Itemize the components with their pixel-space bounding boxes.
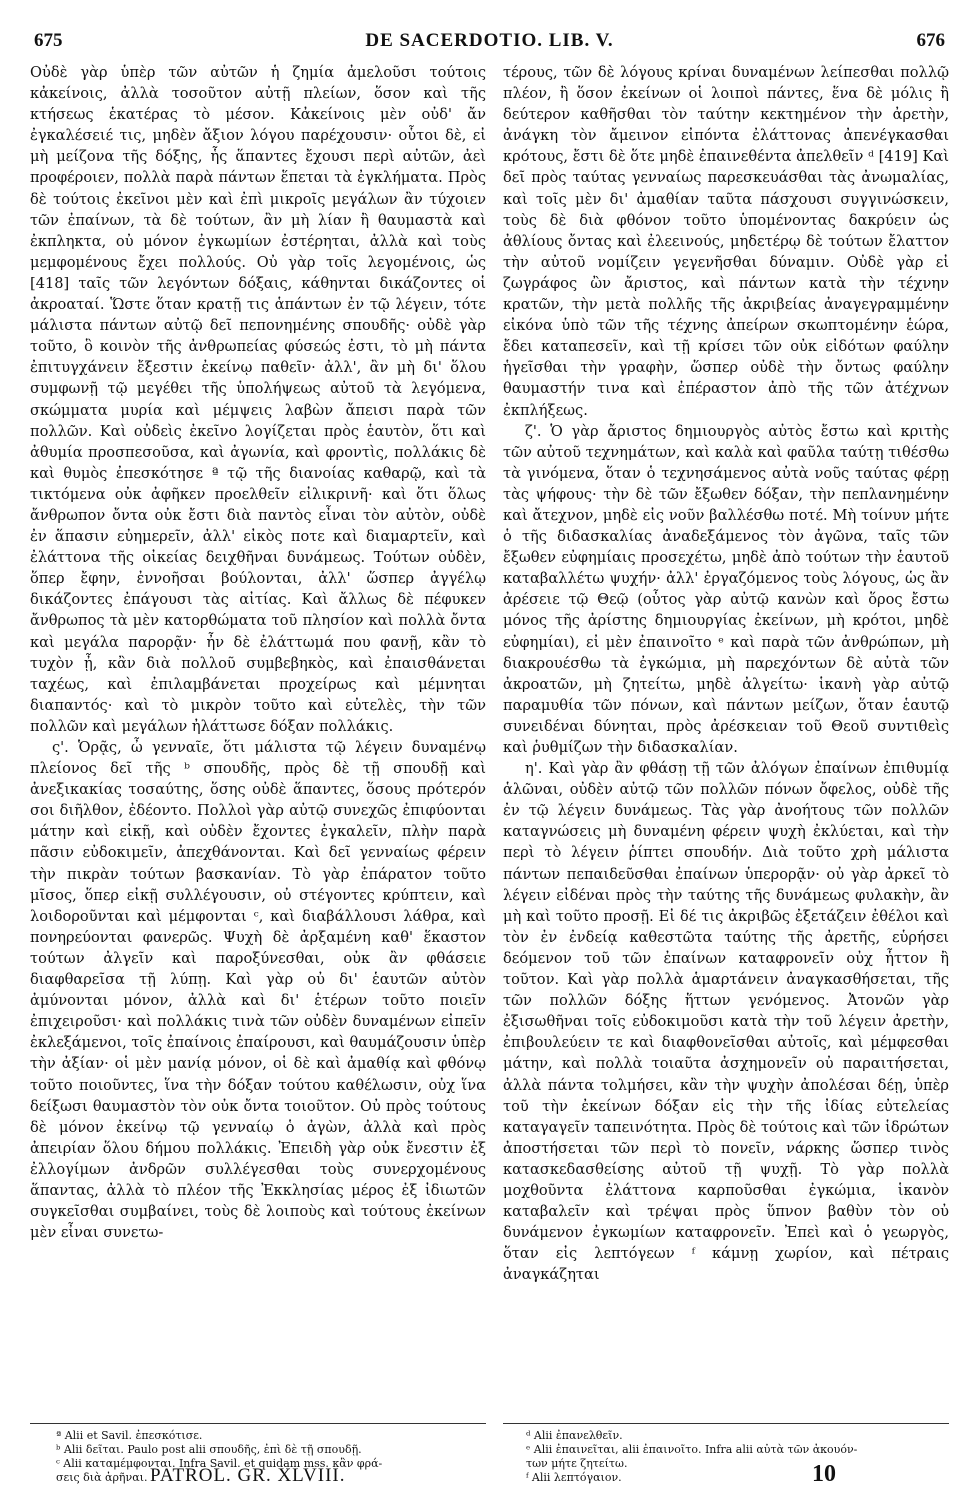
- footnote: σεις διὰ ἀρῆναι.: [56, 1471, 148, 1484]
- footnote: ᵇ Alii δεῖται. Paulo post alii σπουδῆς, ἐπὶ δὲ τῇ σπουδῇ.: [56, 1443, 362, 1456]
- left-column: [30, 62, 486, 1243]
- left-paragraph-1: Οὐδὲ γὰρ ὑπὲρ τῶν αὐτῶν ἡ ζημία ἀμελοῦσι τούτοις κἀκείνοις, ἀλλὰ τοσοῦτον αὐτῇ πλείων, ὅσον καὶ τῆς κτήσεως ἑκατέρας τὸ μέσον. Κἀκείνοις μὲν οὐδ' ἄν ἐγκαλέσειέ τις, μηδὲν ἄξιον λόγου παρέχουσιν· οὗτοι δὲ, εἰ μὴ μείζονα τῆς δόξης, ἧς ἅπαντες ἔχουσι περὶ αὐτῶν, ἀεὶ προφέροιεν, πολλὰ παρὰ πάντων ἕπεται τὰ ἐγκλήματα. Πρὸς δὲ τούτοις ἐκεῖνοι μὲν καὶ ἐπὶ μικροῖς μεγάλων ἂν τύχοιεν τῶν ἐπαίνων, τὰ δὲ τούτων, ἂν μὴ λίαν ἢ θαυμαστὰ καὶ ἐκπληκτα, οὐ μόνον ἐγκωμίων ἐστέρηται, ἀλλὰ καὶ τοὺς μεμφομένους ἔχει πολλούς. Οὐ γὰρ τοῖς λεγομένοις, ὡς [418] ταῖς τῶν λεγόντων δόξαις, κάθηνται δικάζοντες οἱ ἀκροαταί. Ὥστε ὅταν κρατῇ τις ἁπάντων ἐν τῷ λέγειν, τότε μάλιστα πάντων αὐτῷ δεῖ πεπονημένης σπουδῆς· οὐδὲ γὰρ τοῦτο, ὃ κοινὸν τῆς ἀνθρωπείας φύσεώς ἐστι, τὸ μὴ πάντα ἐπιτυγχάνειν ἔξεστιν ἐκείνῳ παθεῖν· ἀλλ', ἂν μὴ δι' ὅλου συμφωνῇ τῷ μεγέθει τῆς ὑπολήψεως αὐτοῦ τὰ λεγόμενα, σκώμματα μυρία καὶ μέμψεις λαβὼν ἄπεισι παρὰ τῶν πολλῶν. Καὶ οὐδεὶς ἐκεῖνο λογίζεται πρὸς ἑαυτὸν, ὅτι καὶ ἀθυμία προσπεσοῦσα, καὶ ἀγωνία, καὶ φροντὶς, πολλάκις δὲ καὶ θυμὸς ἐπεσκότησε ª τῷ τῆς διανοίας καθαρῷ, καὶ τὰ τικτόμενα οὐκ ἀφῆκεν προελθεῖν εἰλικρινῆ· καὶ ὅτι ὅλως ἄνθρωπον ὄντα οὐκ ἔστι διὰ παντὸς εἶναι τὸν αὐτὸν, οὐδὲ ἐν ἅπασιν εὐημερεῖν, ἀλλ' εἰκὸς ποτε καὶ διαμαρτεῖν, καὶ ἐλάττονα τῆς οἰκείας δειχθῆναι δυνάμεως. Τούτων οὐδὲν, ὅπερ ἔφην, ἐννοῆσαι βούλονται, ἀλλ' ὥσπερ ἀγγέλῳ δικάζοντες ἐπάγουσι τὰς αἰτίας. Καὶ ἄλλως δὲ πέφυκεν ἄνθρωπος τὰ μὲν κατορθώματα τοῦ πλησίον καὶ πολλὰ ὄντα καὶ μεγάλα παρορᾷν· ἦν δὲ ἐλάττωμά που φανῇ, κἂν τὸ τυχὸν ᾖ, κἂν διὰ πολλοῦ συμβεβηκὸς, καὶ ἐπαισθάνεται ταχέως, καὶ ἐπιλαμβάνεται προχείρως καὶ μέμνηται διαπαντός· καὶ τὸ μικρὸν τοῦτο καὶ εὐτελὲς, τὴν τῶν πολλῶν καὶ μεγάλων ἠλάττωσε δόξαν πολλάκις.: [30, 64, 486, 735]
- page-number-right: 676: [916, 30, 945, 51]
- footnote-divider-right: [503, 1423, 949, 1424]
- footnotes-right: [526, 1429, 956, 1485]
- footnote: ª Alii et Savil. ἐπεσκότισε.: [56, 1429, 203, 1442]
- page-number-left: 675: [34, 30, 63, 51]
- right-column: [503, 62, 949, 1285]
- signature-number: 10: [812, 1461, 836, 1487]
- footnote-divider-left: [30, 1423, 486, 1424]
- footnote: ᶜ Alii καταμέμφονται. Infra Savil. et quidam mss. κἂν φρά-: [56, 1457, 383, 1470]
- footnote: ᵈ Alii ἐπανελθεῖν.: [526, 1429, 623, 1442]
- right-paragraph-3: η'. Καὶ γὰρ ἂν φθάσῃ τῇ τῶν ἀλόγων ἐπαίνων ἐπιθυμίᾳ ἁλῶναι, οὐδὲν αὐτῷ τῶν πολλῶν πόνων ὄφελος, οὐδὲ τῆς ἐν τῷ λέγειν δυνάμεως. Τὰς γὰρ ἀνοήτους τῶν πολλῶν καταγνώσεις μὴ δυναμένη φέρειν ψυχὴ ἐκλύεται, καὶ τὴν περὶ τὸ λέγειν ῥίπτει σπουδήν. Διὰ τοῦτο χρὴ μάλιστα πάντων πεπαιδεῦσθαι ἐπαίνων ὑπερορᾷν· οὐ γὰρ ἀρκεῖ τὸ λέγειν εἰδέναι πρὸς τὴν ταύτης τῆς δυνάμεως φυλακὴν, ἂν μὴ καὶ τοῦτο προσῇ. Εἰ δέ τις ἀκριβῶς ἐξετάζειν ἐθέλοι καὶ τὸν ἐν ἐνδείᾳ καθεστῶτα ταύτης τῆς ἀρετῆς, εὑρήσει δεόμενον τοῦ τῶν ἐπαίνων καταφρονεῖν οὐχ ἧττον ἢ τοῦτον. Καὶ γὰρ πολλὰ ἁμαρτάνειν ἀναγκασθήσεται, τῆς τῶν πολλῶν δόξης ἥττων γενόμενος. Ἀτονῶν γὰρ ἐξισωθῆναι τοῖς εὐδοκιμοῦσι κατὰ τὴν τοῦ λέγειν ἀρετὴν, ἐπιβουλεύειν τε καὶ διαφθονεῖσθαι αὐτοῖς, καὶ μέμφεσθαι μάτην, καὶ πολλὰ τοιαῦτα ἀσχημονεῖν οὐ παραιτήσεται, ἀλλὰ πάντα τολμήσει, κἂν τὴν ψυχὴν ἀπολέσαι δέῃ, ὑπὲρ τοῦ τὴν ἐκείνων δόξαν εἰς τὴν τῆς ἰδίας εὐτελείας καταγαγεῖν ταπεινότητα. Πρὸς δὲ τούτοις καὶ τῶν ἱδρώτων ἀποστήσεται τῶν περὶ τὸ πονεῖν, νάρκης ὥσπερ τινὸς κατασκεδασθείσης αὐτοῦ τῇ ψυχῇ. Τὸ γὰρ πολλὰ μοχθοῦντα ἐλάττονα καρποῦσθαι ἐγκώμια, ἱκανὸν καταβαλεῖν καὶ τρέψαι πρὸς ὕπνον βαθὺν τὸν οὐ δυνάμενον ἐγκωμίων καταφρονεῖν. Ἐπεὶ καὶ ὁ γεωργὸς, ὅταν εἰς λεπτόγεων ᶠ κάμνῃ χωρίον, καὶ πέτραις ἀναγκάζηται: [503, 760, 949, 1284]
- running-header: [34, 30, 945, 58]
- right-paragraph-1: τέρους, τῶν δὲ λόγους κρίναι δυναμένων λείπεσθαι πολλῷ πλέον, ἢ ὅσον ἐκείνων οἱ λοιποὶ πάντες, ἕνα δὲ μόλις ἢ δεύτερον καθῆσθαι τὸν ταύτην κεκτημένον τὴν ἀρετὴν, ἀνάγκη τὸν ἄμεινον εἰπόντα ἐλάττονας ἀπενέγκασθαι κρότους, ἔστι δὲ ὅτε μηδὲ ἐπαινεθέντα ἀπελθεῖν ᵈ [419] Καὶ δεῖ πρὸς ταύτας γενναίως παρεσκευάσθαι τὰς ἀνωμαλίας, καὶ τοῖς μὲν δι' ἀμαθίαν ταῦτα πάσχουσι συγγινώσκειν, τοὺς δὲ διὰ φθόνον τοῦτο ὑπομένοντας δακρύειν ὡς ἀθλίους ὄντας καὶ ἐλεεινούς, μηδετέρῳ δὲ τούτων ἔλαττον τὴν αὐτοῦ νομίζειν γεγενῆσθαι δύναμιν. Οὐδὲ γὰρ εἰ ζωγράφος ὢν ἄριστος, καὶ πάντων κατὰ τὴν τέχνην κρατῶν, τὴν μετὰ πολλῆς τῆς ἀκριβείας ἀναγεγραμμένην εἰκόνα ὑπὸ τῶν τῆς τέχνης ἀπείρων σκωπτομένην ἑώρα, ἔδει καταπεσεῖν, καὶ τῇ κρίσει τῶν οὐκ εἰδότων φαύλην ἡγεῖσθαι τὴν γραφὴν, ὥσπερ οὐδὲ τὴν ὄντως φαύλην θαυμαστήν τινα καὶ ἐπέραστον ἀπὸ τῆς τῶν ἀτέχνων ἐκπλήξεως.: [503, 64, 949, 419]
- running-title: DE SACERDOTIO. LIB. V.: [365, 30, 614, 51]
- left-paragraph-2: ς'. Ὁρᾷς, ὦ γενναῖε, ὅτι μάλιστα τῷ λέγειν δυναμένῳ πλείονος δεῖ τῆς ᵇ σπουδῆς, πρὸς δὲ τῇ σπουδῇ καὶ ἀνεξικακίας τοσαύτης, ὅσης οὐδὲ ἅπαντες, ὅσους πρότερόν σοι διῆλθον, ἐδέοντο. Πολλοὶ γὰρ αὐτῷ συνεχῶς ἐπιφύονται μάτην καὶ εἰκῇ, καὶ οὐδὲν ἔχοντες ἐγκαλεῖν, πλὴν παρὰ πᾶσιν εὐδοκιμεῖν, ἀπεχθάνονται. Καὶ δεῖ γενναίως φέρειν τὴν πικρὰν τούτων βασκανίαν. Τὸ γὰρ ἐπάρατον τοῦτο μῖσος, ὅπερ εἰκῇ συλλέγουσιν, οὐ στέγοντες κρύπτειν, καὶ λοιδοροῦνται καὶ μέμφονται ᶜ, καὶ διαβάλλουσι λάθρα, καὶ πονηρεύονται φανερῶς. Ψυχὴ δὲ ἀρξαμένη καθ' ἕκαστον τούτων ἀλγεῖν καὶ παροξύνεσθαι, οὐκ ἂν φθάσειε διαφθαρεῖσα τῇ λύπῃ. Καὶ γὰρ οὐ δι' ἑαυτῶν αὐτὸν ἀμύνονται μόνον, ἀλλὰ καὶ δι' ἑτέρων τοῦτο ποιεῖν ἐπιχειροῦσι· καὶ πολλάκις τινὰ τῶν οὐδὲν δυναμένων εἰπεῖν ἐκλεξάμενοι, τοῖς ἐπαίνοις ἐπαίρουσι, καὶ θαυμάζουσιν ὑπὲρ τὴν ἀξίαν· οἱ μὲν μανίᾳ μόνον, οἱ δὲ καὶ ἀμαθίᾳ καὶ φθόνῳ τοῦτο ποιοῦντες, ἵνα τὴν δόξαν τούτου καθέλωσιν, οὐχ ἵνα δείξωσι θαυμαστὸν τὸν οὐκ ὄντα τοιοῦτον. Οὐ πρὸς τούτους δὲ μόνον ἐκείνῳ τῷ γενναίῳ ὁ ἀγὼν, ἀλλὰ καὶ πρὸς ἀπειρίαν ὅλου δήμου πολλάκις. Ἐπειδὴ γὰρ οὐκ ἔνεστιν ἐξ ἐλλογίμων ἀνδρῶν συλλέγεσθαι τοὺς συνερχομένους ἅπαντας, ἀλλὰ τὸ πλέον τῆς Ἐκκλησίας μέρος ἐξ ἰδιωτῶν συγκεῖσθαι συμβαίνει, τοὺς δὲ λοιποὺς καὶ τούτους ἐκείνων μὲν εἶναι συνετω-: [30, 739, 486, 1242]
- volume-footer: PATROL. GR. XLVIII.: [150, 1465, 346, 1486]
- right-paragraph-2: ζ'. Ὁ γὰρ ἄριστος δημιουργὸς αὐτὸς ἔστω καὶ κριτὴς τῶν αὐτοῦ τεχνημάτων, καὶ καλὰ καὶ φαῦλα ταύτῃ τιθέσθω τὰ γινόμενα, ὅταν ὁ τεχνησάμενος αὐτὰ νοῦς ταύτας φέρῃ τὰς ψήφους· τὴν δὲ τῶν ἔξωθεν δόξαν, τὴν πεπλανημένην καὶ ἄτεχνον, μηδὲ εἰς νοῦν βαλλέσθω ποτέ. Μὴ τοίνυν μήτε ὁ τῆς διδασκαλίας ἀναδεξάμενος τὸν ἀγῶνα, ταῖς τῶν ἔξωθεν εὐφημίαις προσεχέτω, μηδὲ ἀπὸ τούτων τὴν ἑαυτοῦ καταβαλλέτω ψυχήν· ἀλλ' ἐργαζόμενος τοὺς λόγους, ὡς ἂν ἀρέσειε τῷ Θεῷ (οὗτος γὰρ αὐτῷ κανὼν καὶ ὅρος ἔστω μόνος τῆς ἀρίστης δημιουργίας ἐκείνων, μὴ κρότοι, μηδὲ εὐφημίαι), εἰ μὲν ἐπαινοῖτο ᵉ καὶ παρὰ τῶν ἀνθρώπων, μὴ διακρουέσθω τὰ ἐγκώμια, μὴ παρεχόντων δὲ αὐτὰ τῶν ἀκροατῶν, μὴ ζητείτω, μηδὲ ἀλγείτω· ἱκανὴ γὰρ αὐτῷ παραμυθία τῶν πόνων, καὶ πάντων μείζων, ὅταν ἑαυτῷ συνειδέναι δύνηται, πρὸς ἀρέσκειαν τοῦ Θεοῦ συντιθεὶς καὶ ῥυθμίζων τὴν διδασκαλίαν.: [503, 422, 949, 756]
- footnote: ᵉ Alii ἐπαινεῖται, alii ἐπαινοῖτο. Infra alii αὐτὰ τῶν ἀκουόν-: [526, 1443, 858, 1456]
- footnote: ᶠ Alii λεπτόγαιον.: [526, 1471, 622, 1484]
- footnote: των μήτε ζητείτω.: [526, 1457, 628, 1470]
